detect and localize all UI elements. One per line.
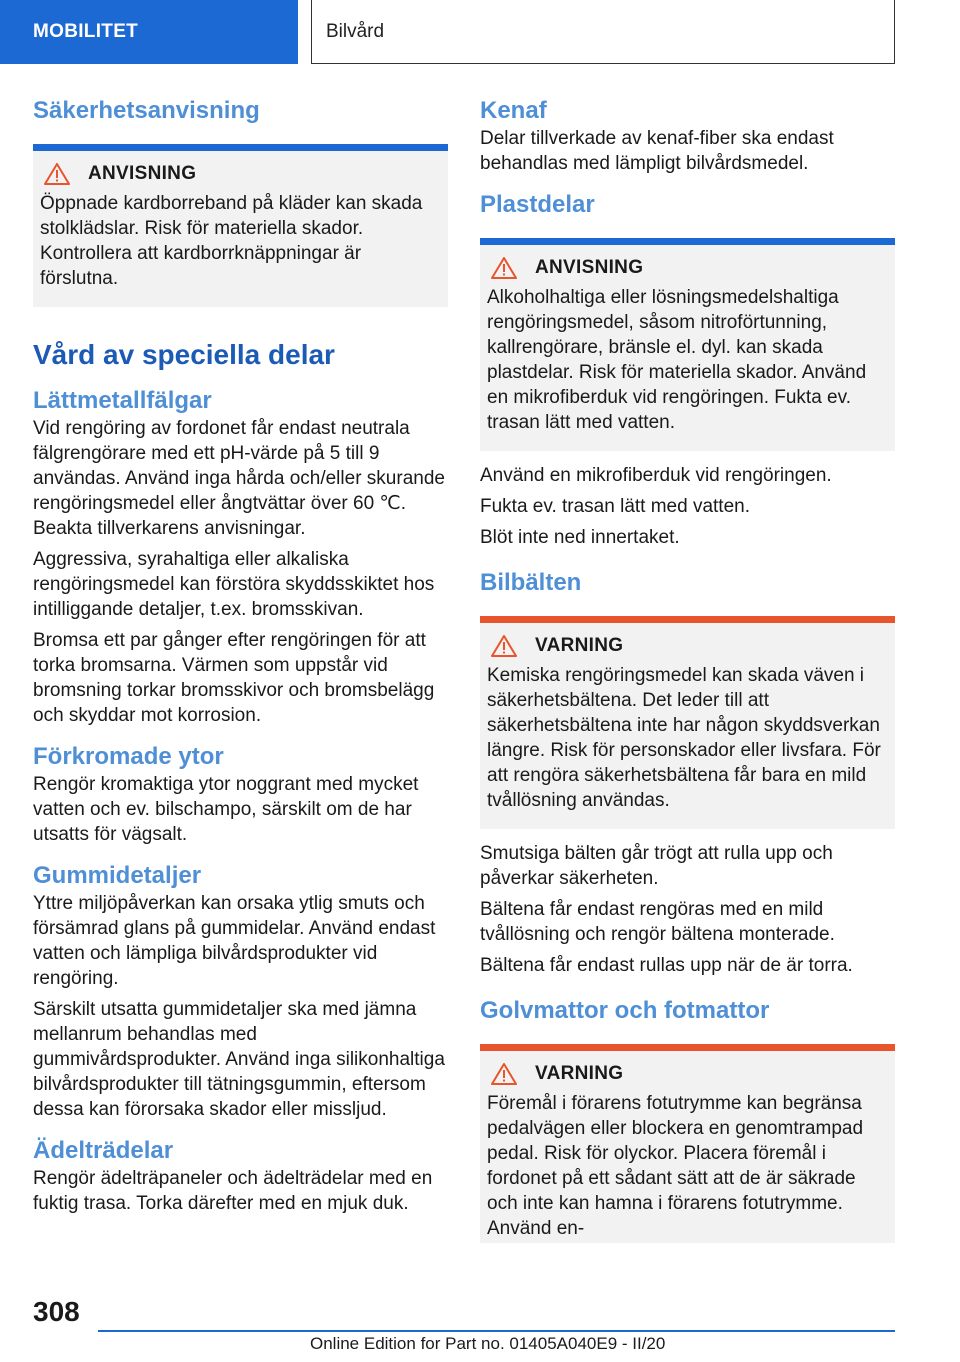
belts-heading: Bilbälten	[480, 569, 582, 596]
plastic-paragraph-3: Blöt inte ned innertaket.	[480, 527, 680, 548]
rubber-heading: Gummidetaljer	[33, 862, 202, 889]
mats-warning-box	[480, 1044, 895, 1243]
wood-heading: Ädelträdelar	[33, 1137, 174, 1164]
note-text: Föremål i förarens fotutrymme kan begränsa pedalvägen eller blockera en genomtrampad pedal. Risk för olyckor. Placera föremål i fordonet på ett sådant sätt att de är säkrade och inte kan hamna i förarens fotutrymme. Använd en-	[487, 1093, 864, 1239]
alloy-paragraph-2: Aggressiva, syrahaltiga eller alkaliska rengöringsmedel kan förstöra skyddsskiktet hos intilliggande detaljer, t.ex. bromsskivan.	[33, 549, 435, 620]
footer-divider	[98, 1330, 895, 1332]
rubber-paragraph-1: Yttre miljöpåverkan kan orsaka ytlig smuts och försämrad glans på gummidelar. Använd endast vatten och lämpliga bilvårdsprodukter vid rengöring.	[33, 893, 436, 989]
rubber-paragraph-2: Särskilt utsatta gummidetaljer ska med jämna mellanrum behandlas med gummivårdsprodukter. Använd inga silikonhaltiga bilvårdsprodukter till tätningsgummin, eftersom dessa kan förorsaka skador eller missljud.	[33, 999, 445, 1120]
alloy-heading: Lättmetallfälgar	[33, 387, 212, 414]
note-text: Alkoholhaltiga eller lösningsmedelshaltiga rengöringsmedel, såsom nitroförtunning, kallrengörare, bränsle el. dyl. kan skada plastdelar. Risk för materiella skador. Använd en mikrofiberduk vid rengöringen. Fukta ev. trasan lätt med vatten.	[487, 287, 867, 433]
belts-paragraph-2: Bältena får endast rengöras med en mild tvållösning och rengör bältena monterade.	[480, 899, 835, 945]
note-title: VARNING	[535, 1063, 624, 1084]
kenaf-heading: Kenaf	[480, 97, 547, 124]
alloy-paragraph-1: Vid rengöring av fordonet får endast neutrala fälgrengörare med ett pH-värde på 5 till 9 användas. Använd inga hårda och/eller skurande rengöringsmedel eller ångtvättar över 60 ℃. Beakta tillverkarens anvisningar.	[33, 418, 445, 539]
note-header	[491, 1063, 887, 1085]
note-title: ANVISNING	[535, 257, 644, 278]
page-number: 308	[33, 1296, 80, 1327]
kenaf-paragraph-1: Delar tillverkade av kenaf-fiber ska endast behandlas med lämpligt bilvårdsmedel.	[480, 128, 834, 174]
page-header	[0, 0, 960, 66]
plastic-note-box	[480, 238, 895, 451]
plastic-paragraph-1: Använd en mikrofiberduk vid rengöringen.	[480, 465, 832, 486]
alloy-paragraph-3: Bromsa ett par gånger efter rengöringen för att torka bromsarna. Värmen som uppstår vid bromsning torkar bromsskivor och bromsbelägg och skyddar mot korrosion.	[33, 630, 435, 726]
warning-triangle-icon	[491, 1063, 517, 1085]
note-header	[491, 635, 887, 657]
chrome-heading: Förkromade ytor	[33, 743, 224, 770]
plastic-paragraph-2: Fukta ev. trasan lätt med vatten.	[480, 496, 750, 517]
warning-triangle-icon	[491, 635, 517, 657]
main-heading: Vård av speciella delar	[33, 339, 335, 370]
note-text: Öppnade kardborreband på kläder kan skada stolklädslar. Risk för materiella skador. Kontrollera att kardborrknäppningar är förslutna.	[40, 193, 423, 289]
note-title: ANVISNING	[88, 163, 197, 184]
edition-text: Online Edition for Part no. 01405A040E9 - II/20	[310, 1334, 666, 1353]
mats-heading: Golvmattor och fotmattor	[480, 997, 770, 1024]
plastic-heading: Plastdelar	[480, 191, 595, 218]
note-header	[491, 257, 887, 279]
chapter-tab[interactable]: MOBILITET	[0, 0, 298, 64]
right-column	[480, 96, 895, 1243]
note-text: Kemiska rengöringsmedel kan skada väven i säkerhetsbältena. Det leder till att säkerhetsbältena inte har någon skyddsverkan längre. Risk för personskador eller livsfara. För att rengöra säkerhetsbältena får bara en mild tvållösning användas.	[487, 665, 881, 811]
note-title: VARNING	[535, 635, 624, 656]
note-header	[44, 163, 440, 185]
belts-warning-box	[480, 616, 895, 829]
warning-triangle-icon	[491, 257, 517, 279]
belts-paragraph-3: Bältena får endast rullas upp när de är torra.	[480, 955, 853, 976]
wood-paragraph-1: Rengör ädelträpaneler och ädelträdelar med en fuktig trasa. Torka därefter med en mjuk duk.	[33, 1168, 433, 1214]
left-column	[33, 96, 448, 1216]
warning-triangle-icon	[44, 163, 70, 185]
safety-heading: Säkerhetsanvisning	[33, 97, 260, 124]
chrome-paragraph-1: Rengör kromaktiga ytor noggrant med mycket vatten och ev. bilschampo, särskilt om de har utsatts för vägsalt.	[33, 774, 419, 845]
note-box	[33, 144, 448, 307]
belts-paragraph-1: Smutsiga bälten går trögt att rulla upp och påverkar säkerheten.	[480, 843, 833, 889]
section-title: Bilvård	[311, 0, 895, 64]
